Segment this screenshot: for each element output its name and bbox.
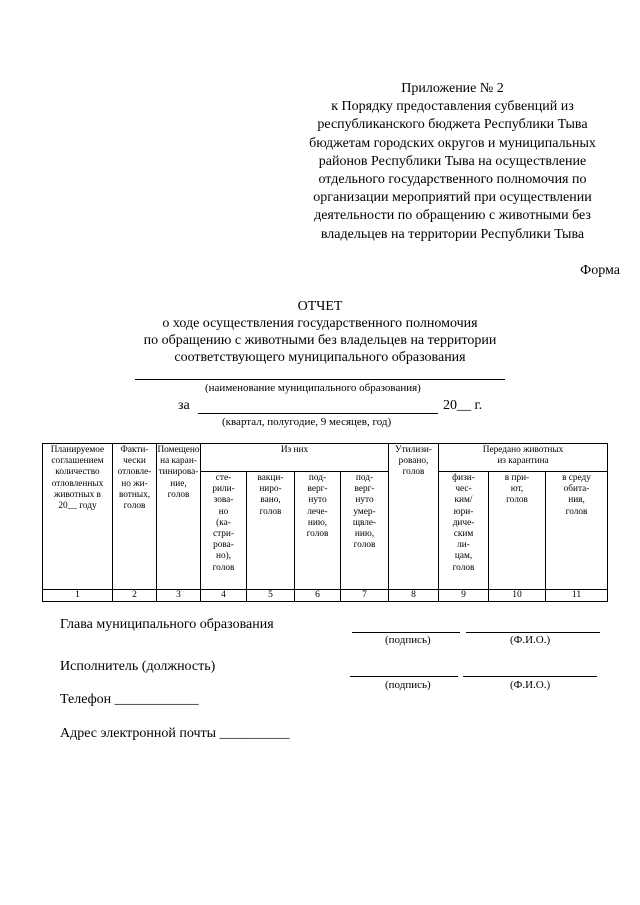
period-year: 20__ г. — [443, 398, 483, 413]
header-line: но — [218, 506, 229, 517]
header-line: Планируемое — [50, 445, 105, 455]
header-line: чес- — [455, 484, 472, 495]
header-line: ли- — [457, 540, 470, 551]
municipality-line — [135, 379, 505, 380]
report-heading — [100, 298, 540, 366]
header-line: количество — [55, 467, 100, 478]
column-number: 8 — [389, 590, 439, 602]
header-line: нию, — [307, 517, 328, 528]
report-title: ОТЧЕТ — [297, 299, 343, 314]
period-caption: (квартал, полугодие, 9 месяцев, год) — [222, 416, 392, 428]
header-line: рили- — [212, 484, 235, 495]
header-line: животных в — [54, 489, 101, 500]
header-line: голов — [353, 540, 376, 551]
header-line: диче- — [452, 517, 475, 528]
appendix-line: отдельного государственного полномочия по — [318, 172, 587, 188]
header-transferred — [439, 444, 608, 472]
appendix-line: организации мероприятий при осуществлении — [313, 190, 592, 206]
header-line: голов — [306, 529, 329, 540]
column-number: 1 — [43, 590, 113, 602]
header-line: голов — [565, 506, 588, 517]
header-line: на каран- — [160, 456, 197, 467]
header-line: отловленных — [51, 478, 104, 489]
phone-label: Телефон ____________ — [60, 692, 199, 707]
header-line: отловле- — [117, 467, 152, 478]
header-line: голов — [123, 501, 146, 512]
header-to-shelter — [489, 472, 546, 590]
header-line: чески — [123, 456, 146, 467]
header-line: ниро- — [259, 484, 282, 495]
header-line: голов — [506, 495, 528, 506]
column-number: 2 — [113, 590, 157, 602]
header-utilized — [389, 444, 439, 590]
executor-signature-caption: (подпись) — [385, 679, 431, 691]
report-subtitle-line: соответствующего муниципального образования — [174, 350, 466, 365]
header-line: под- — [308, 473, 327, 483]
header-line: Факти- — [120, 445, 149, 455]
column-number: 4 — [201, 590, 247, 602]
header-line: Помещено — [157, 445, 200, 455]
head-label: Глава муниципального образования — [60, 617, 274, 632]
header-line: вакци- — [257, 473, 284, 483]
head-fio-line — [466, 632, 600, 633]
header-line: вано, — [260, 495, 281, 506]
header-line: нуто — [355, 495, 374, 506]
header-line: зова- — [213, 495, 234, 506]
header-line: ют, — [510, 484, 524, 495]
executor-fio-caption: (Ф.И.О.) — [510, 679, 551, 691]
report-table — [42, 443, 608, 602]
executor-label: Исполнитель (должность) — [60, 659, 216, 674]
header-line: голов — [402, 467, 425, 478]
appendix-line: республиканского бюджета Республики Тыва — [317, 117, 588, 133]
header-line: верг- — [307, 484, 328, 495]
header-line: голов — [167, 489, 190, 500]
column-number: 10 — [489, 590, 546, 602]
header-caught — [113, 444, 157, 590]
header-line: цам, — [454, 551, 473, 562]
header-line: в среду — [562, 473, 591, 483]
appendix-line: владельцев на территории Республики Тыва — [320, 226, 585, 242]
header-line: голов — [452, 562, 475, 573]
header-line: голов — [259, 506, 282, 517]
period-line — [198, 413, 438, 414]
email-label: Адрес электронной почты __________ — [60, 726, 290, 741]
header-line: ровано, — [398, 456, 429, 467]
header-planned — [43, 444, 113, 590]
header-line: в при- — [504, 473, 530, 483]
header-line: нию, — [354, 529, 375, 540]
header-sterilized — [201, 472, 247, 590]
form-label: Форма — [580, 263, 620, 278]
header-line: стри- — [212, 529, 235, 540]
header-line: Передано животных — [482, 445, 564, 455]
header-to-persons — [439, 472, 489, 590]
header-line: физи- — [452, 473, 475, 483]
header-line: ким/ — [454, 495, 473, 506]
header-line: но жи- — [121, 478, 148, 489]
header-line: верг- — [354, 484, 375, 495]
appendix-line: деятельности по обращению с животными без — [314, 208, 591, 224]
appendix-line: к Порядку предоставления субвенций из — [331, 99, 574, 115]
header-line: 20__ году — [58, 501, 97, 512]
column-number: 9 — [439, 590, 489, 602]
header-line: из карантина — [497, 456, 549, 467]
header-line: ским — [453, 529, 474, 540]
report-subtitle-line: по обращению с животными без владельцев на территории — [143, 333, 497, 348]
head-signature-caption: (подпись) — [385, 634, 431, 646]
header-line: под- — [355, 473, 374, 483]
header-treated — [295, 472, 341, 590]
executor-signature-line — [350, 676, 458, 677]
period-prefix: за — [178, 398, 190, 413]
column-number: 7 — [341, 590, 389, 602]
header-line: ние, — [170, 478, 187, 489]
column-number: 6 — [295, 590, 341, 602]
header-euthanized — [341, 472, 389, 590]
header-line: обита- — [563, 484, 590, 495]
header-line: ния, — [568, 495, 585, 506]
header-vaccinated — [247, 472, 295, 590]
report-subtitle — [100, 315, 540, 366]
header-quarantined — [157, 444, 201, 590]
appendix-line: районов Республики Тыва на осуществление — [318, 153, 587, 169]
appendix-line: бюджетам городских округов и муниципальных — [309, 135, 596, 151]
header-line: тинирова- — [158, 467, 199, 478]
head-signature-line — [352, 632, 460, 633]
header-line: (ка- — [216, 517, 231, 528]
header-line: сте- — [215, 473, 232, 483]
head-fio-caption: (Ф.И.О.) — [510, 634, 551, 646]
executor-fio-line — [463, 676, 597, 677]
header-line: умер- — [353, 506, 376, 517]
header-line: Утилизи- — [395, 445, 432, 455]
municipality-caption: (наименование муниципального образования) — [205, 382, 421, 394]
header-line: щвле- — [352, 517, 377, 528]
header-line: но), — [215, 551, 232, 562]
header-to-habitat — [546, 472, 608, 590]
header-line: юри- — [453, 506, 474, 517]
appendix-heading — [285, 80, 620, 244]
appendix-line: Приложение № 2 — [401, 81, 504, 96]
report-subtitle-line: о ходе осуществления государственного полномочия — [162, 316, 478, 331]
header-line: нуто — [308, 495, 327, 506]
header-of-them: Из них — [201, 444, 389, 472]
header-line: рова- — [213, 540, 234, 551]
column-number: 11 — [546, 590, 608, 602]
header-line: вотных, — [118, 489, 151, 500]
column-number: 5 — [247, 590, 295, 602]
column-number: 3 — [157, 590, 201, 602]
header-line: лече- — [307, 506, 328, 517]
header-line: соглашением — [51, 456, 104, 467]
header-line: голов — [212, 562, 235, 573]
